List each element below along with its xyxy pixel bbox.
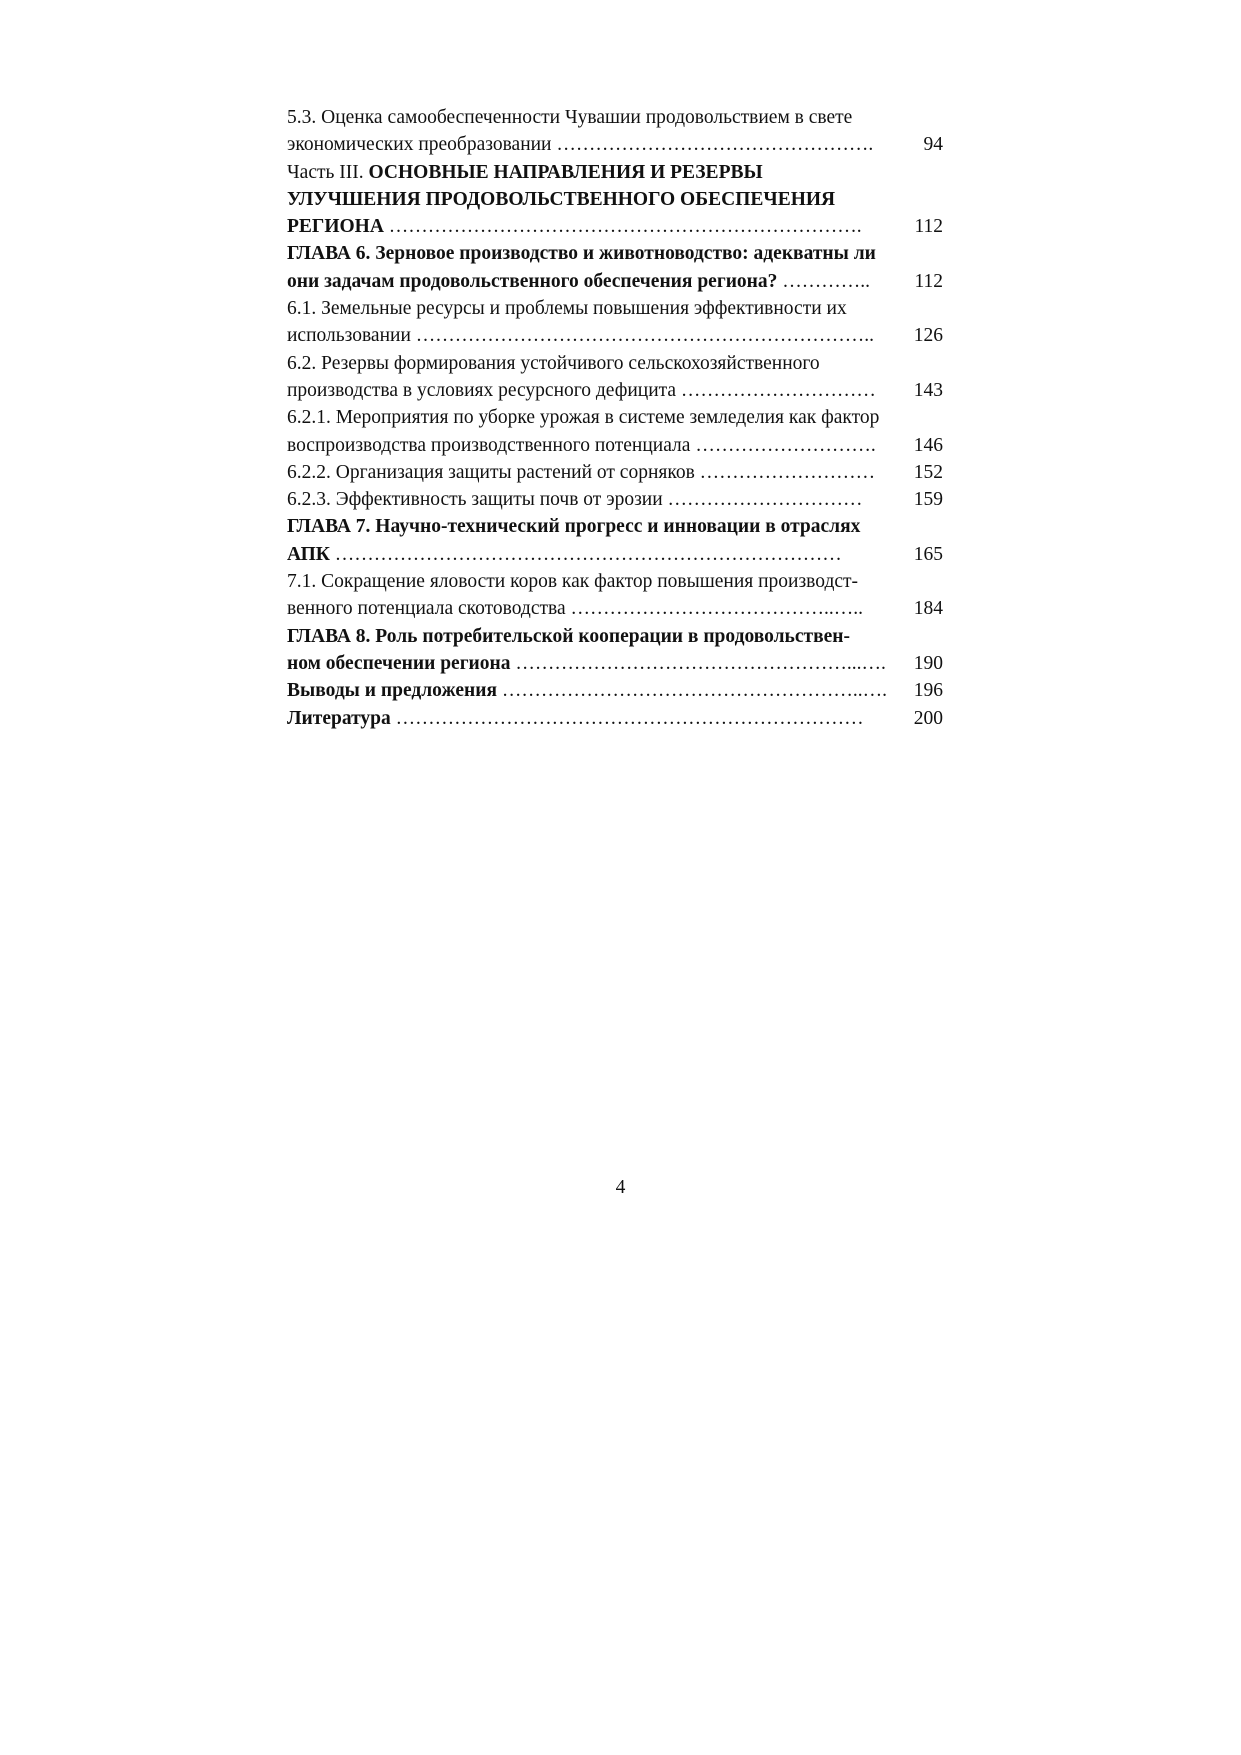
table-of-contents: [287, 104, 943, 732]
toc-entry-title: [287, 295, 897, 350]
toc-entry-line: [287, 350, 897, 377]
toc-page-number: 196: [913, 680, 943, 702]
toc-entry-line: [287, 677, 897, 704]
toc-text: 6.2.3. Эффективность защиты почв от эрозии …………………………: [287, 489, 863, 511]
toc-entry-title: [287, 350, 897, 405]
toc-bold-text: Литература: [287, 707, 391, 729]
toc-text: ………………………………………………..….: [497, 680, 887, 702]
toc-bold-text: Выводы и предложения: [287, 680, 497, 702]
toc-entry-title: [287, 705, 897, 732]
toc-entry-line: [287, 404, 897, 431]
toc-entry-line: [287, 213, 897, 240]
toc-entry: [287, 486, 943, 513]
toc-text: ……………………………………………………………………: [329, 543, 842, 565]
toc-entry-line: [287, 459, 897, 486]
toc-text: 5.3. Оценка самообеспеченности Чувашии продовольствием в свете: [287, 107, 853, 128]
toc-text: ……………………………………………………………….: [383, 216, 862, 238]
toc-text: Часть III.: [287, 161, 369, 183]
toc-entry-line: [287, 541, 897, 568]
toc-entry: [287, 404, 943, 459]
toc-text: …………..: [777, 270, 871, 292]
toc-page-number: 152: [913, 461, 943, 483]
toc-entry-line: [287, 513, 897, 540]
toc-entry-title: [287, 486, 897, 513]
toc-entry-line: [287, 486, 897, 513]
toc-page-number: 94: [923, 134, 943, 156]
toc-entry-title: [287, 159, 897, 241]
toc-text: воспроизводства производственного потенциала ……………………….: [287, 434, 876, 456]
toc-page-number: 159: [913, 489, 943, 511]
toc-entry-line: [287, 240, 897, 267]
toc-page-number: 143: [913, 379, 943, 401]
toc-page-number: 184: [913, 598, 943, 620]
page-number: 4: [615, 1177, 626, 1198]
toc-bold-text: РЕГИОНА: [287, 216, 384, 238]
toc-page-number: 190: [913, 652, 943, 674]
toc-entry: [287, 623, 943, 678]
toc-text: экономических преобразовании ………………………………………….: [287, 134, 874, 156]
toc-page-number: 126: [913, 325, 943, 347]
toc-entry-line: [287, 432, 897, 459]
toc-entry: [287, 350, 943, 405]
toc-entry-line: [287, 623, 897, 650]
toc-entry-title: [287, 677, 897, 704]
toc-entry: [287, 568, 943, 623]
toc-entry-title: [287, 240, 897, 295]
toc-bold-text: ГЛАВА 8. Роль потребительской кооперации в продовольствен-: [287, 625, 851, 647]
toc-text: использовании ……………………………………………………………..: [287, 325, 875, 347]
toc-entry: [287, 104, 943, 159]
toc-entry-line: [287, 268, 897, 295]
toc-bold-text: УЛУЧШЕНИЯ ПРОДОВОЛЬСТВЕННОГО ОБЕСПЕЧЕНИЯ: [287, 188, 836, 210]
toc-entry-line: [287, 377, 897, 404]
toc-entry-line: [287, 650, 897, 677]
toc-entry-line: [287, 705, 897, 732]
toc-page-number: 112: [914, 216, 943, 238]
toc-bold-text: ГЛАВА 7. Научно-технический прогресс и инновации в отраслях: [287, 516, 861, 538]
toc-text: 6.2.1. Мероприятия по уборке урожая в системе земледелия как фактор: [287, 407, 880, 429]
toc-entry: [287, 240, 943, 295]
toc-bold-text: ГЛАВА 6. Зерновое производство и животноводство: адекватны ли: [287, 243, 876, 265]
toc-entry-title: [287, 623, 897, 678]
toc-text: венного потенциала скотоводства …………………………………..…..: [287, 598, 863, 620]
toc-entry-title: [287, 568, 897, 623]
toc-text: производства в условиях ресурсного дефицита …………………………: [287, 379, 876, 401]
toc-text: ………………………………………………………………: [390, 707, 864, 729]
toc-entry-line: [287, 568, 897, 595]
toc-entry-line: [287, 104, 897, 131]
toc-entry-line: [287, 295, 897, 322]
toc-text: 6.2.2. Организация защиты растений от сорняков ………………………: [287, 461, 876, 483]
toc-page-number: 112: [914, 270, 943, 292]
toc-entry-title: [287, 459, 897, 486]
toc-entry-line: [287, 186, 897, 213]
toc-entry-title: [287, 104, 897, 159]
toc-entry-line: [287, 595, 897, 622]
toc-entry: [287, 513, 943, 568]
toc-text: 6.1. Земельные ресурсы и проблемы повышения эффективности их: [287, 298, 847, 320]
toc-entry-line: [287, 322, 897, 349]
toc-bold-text: АПК: [287, 543, 330, 565]
toc-bold-text: ном обеспечении региона: [287, 652, 511, 674]
toc-text: 6.2. Резервы формирования устойчивого сельскохозяйственного: [287, 352, 820, 374]
toc-entry: [287, 459, 943, 486]
toc-text: 7.1. Сокращение яловости коров как фактор повышения производст-: [287, 571, 859, 593]
toc-text: ……………………………………………...….: [510, 652, 886, 674]
toc-entry: [287, 705, 943, 732]
toc-entry: [287, 159, 943, 241]
toc-entry-title: [287, 513, 897, 568]
toc-entry: [287, 677, 943, 704]
toc-entry-line: [287, 159, 897, 186]
toc-page-number: 146: [913, 434, 943, 456]
toc-bold-text: ОСНОВНЫЕ НАПРАВЛЕНИЯ И РЕЗЕРВЫ: [368, 161, 763, 183]
toc-entry-line: [287, 131, 897, 158]
toc-bold-text: они задачам продовольственного обеспечения региона?: [287, 270, 778, 292]
toc-entry-title: [287, 404, 897, 459]
toc-entry: [287, 295, 943, 350]
toc-page-number: 200: [913, 707, 943, 729]
toc-page-number: 165: [913, 543, 943, 565]
